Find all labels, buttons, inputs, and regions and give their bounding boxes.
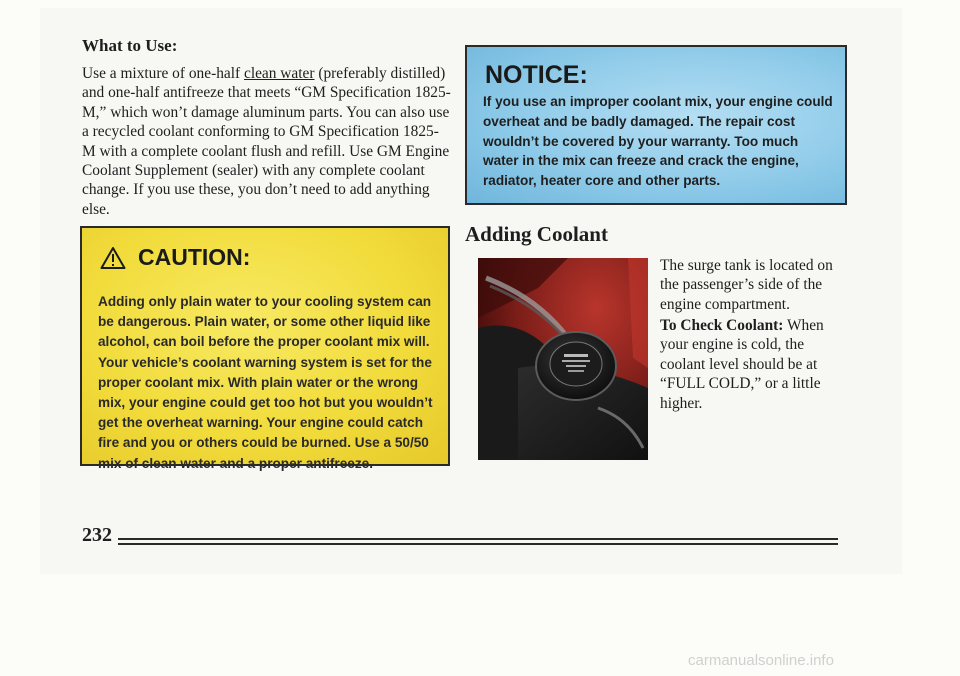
what-to-use-text-post: (preferably distilled) and one-half antifreeze that meets “GM Specification 1825-M,” which won’t damage aluminum parts. You can also use a recycled coolant conforming to GM Specification 1825-M with a complete coolant flush and refill. Use GM Engine Coolant Supplement (sealer) with any complete coolant change. If you use these, you don’t need to add anything else. <box>82 65 451 218</box>
what-to-use-text <box>82 64 452 219</box>
notice-text: If you use an improper coolant mix, your engine could overheat and be badly damaged. The repair cost wouldn’t be covered by your warranty. Too much water in the mix can freeze and crack the engine, radiator, heater core and other parts. <box>483 94 833 189</box>
check-coolant-lead: To Check Coolant: <box>660 317 784 334</box>
check-coolant-text <box>660 316 846 413</box>
surge-tank-location-text: The surge tank is located on the passenger’s side of the engine compartment. <box>660 257 833 313</box>
what-to-use-text-pre: Use a mixture of one-half <box>82 65 244 82</box>
footer-rule-bottom <box>118 543 838 545</box>
warning-triangle-icon <box>100 246 126 270</box>
notice-box <box>465 45 847 205</box>
page-number: 232 <box>82 524 112 546</box>
notice-title: NOTICE: <box>485 61 588 89</box>
watermark: carmanualsonline.info <box>688 652 834 669</box>
surge-tank-illustration <box>478 258 648 460</box>
what-to-use-heading: What to Use: <box>82 36 178 55</box>
caution-title-text: CAUTION: <box>138 244 251 270</box>
clean-water-underlined: clean water <box>243 65 315 82</box>
caution-text: Adding only plain water to your cooling system can be dangerous. Plain water, or some other liquid like alcohol, can boil before the proper coolant mix will. Your vehicle’s coolant warning system is set for the proper coolant mix. With plain water or the wrong mix, your engine could get too hot but you wouldn’t get the overheat warning. Your engine could catch fire and you or others could be burned. Use a 50/50 mix of clean water and a proper antifreeze. <box>98 294 433 471</box>
footer-rule-top <box>118 538 838 540</box>
adding-coolant-heading: Adding Coolant <box>465 222 608 246</box>
caution-box <box>80 226 450 471</box>
caution-title <box>100 244 250 271</box>
check-coolant-body: When your engine is cold, the coolant level should be at “FULL COLD,” or a little higher. <box>660 317 824 412</box>
surge-tank-photo <box>478 258 648 460</box>
